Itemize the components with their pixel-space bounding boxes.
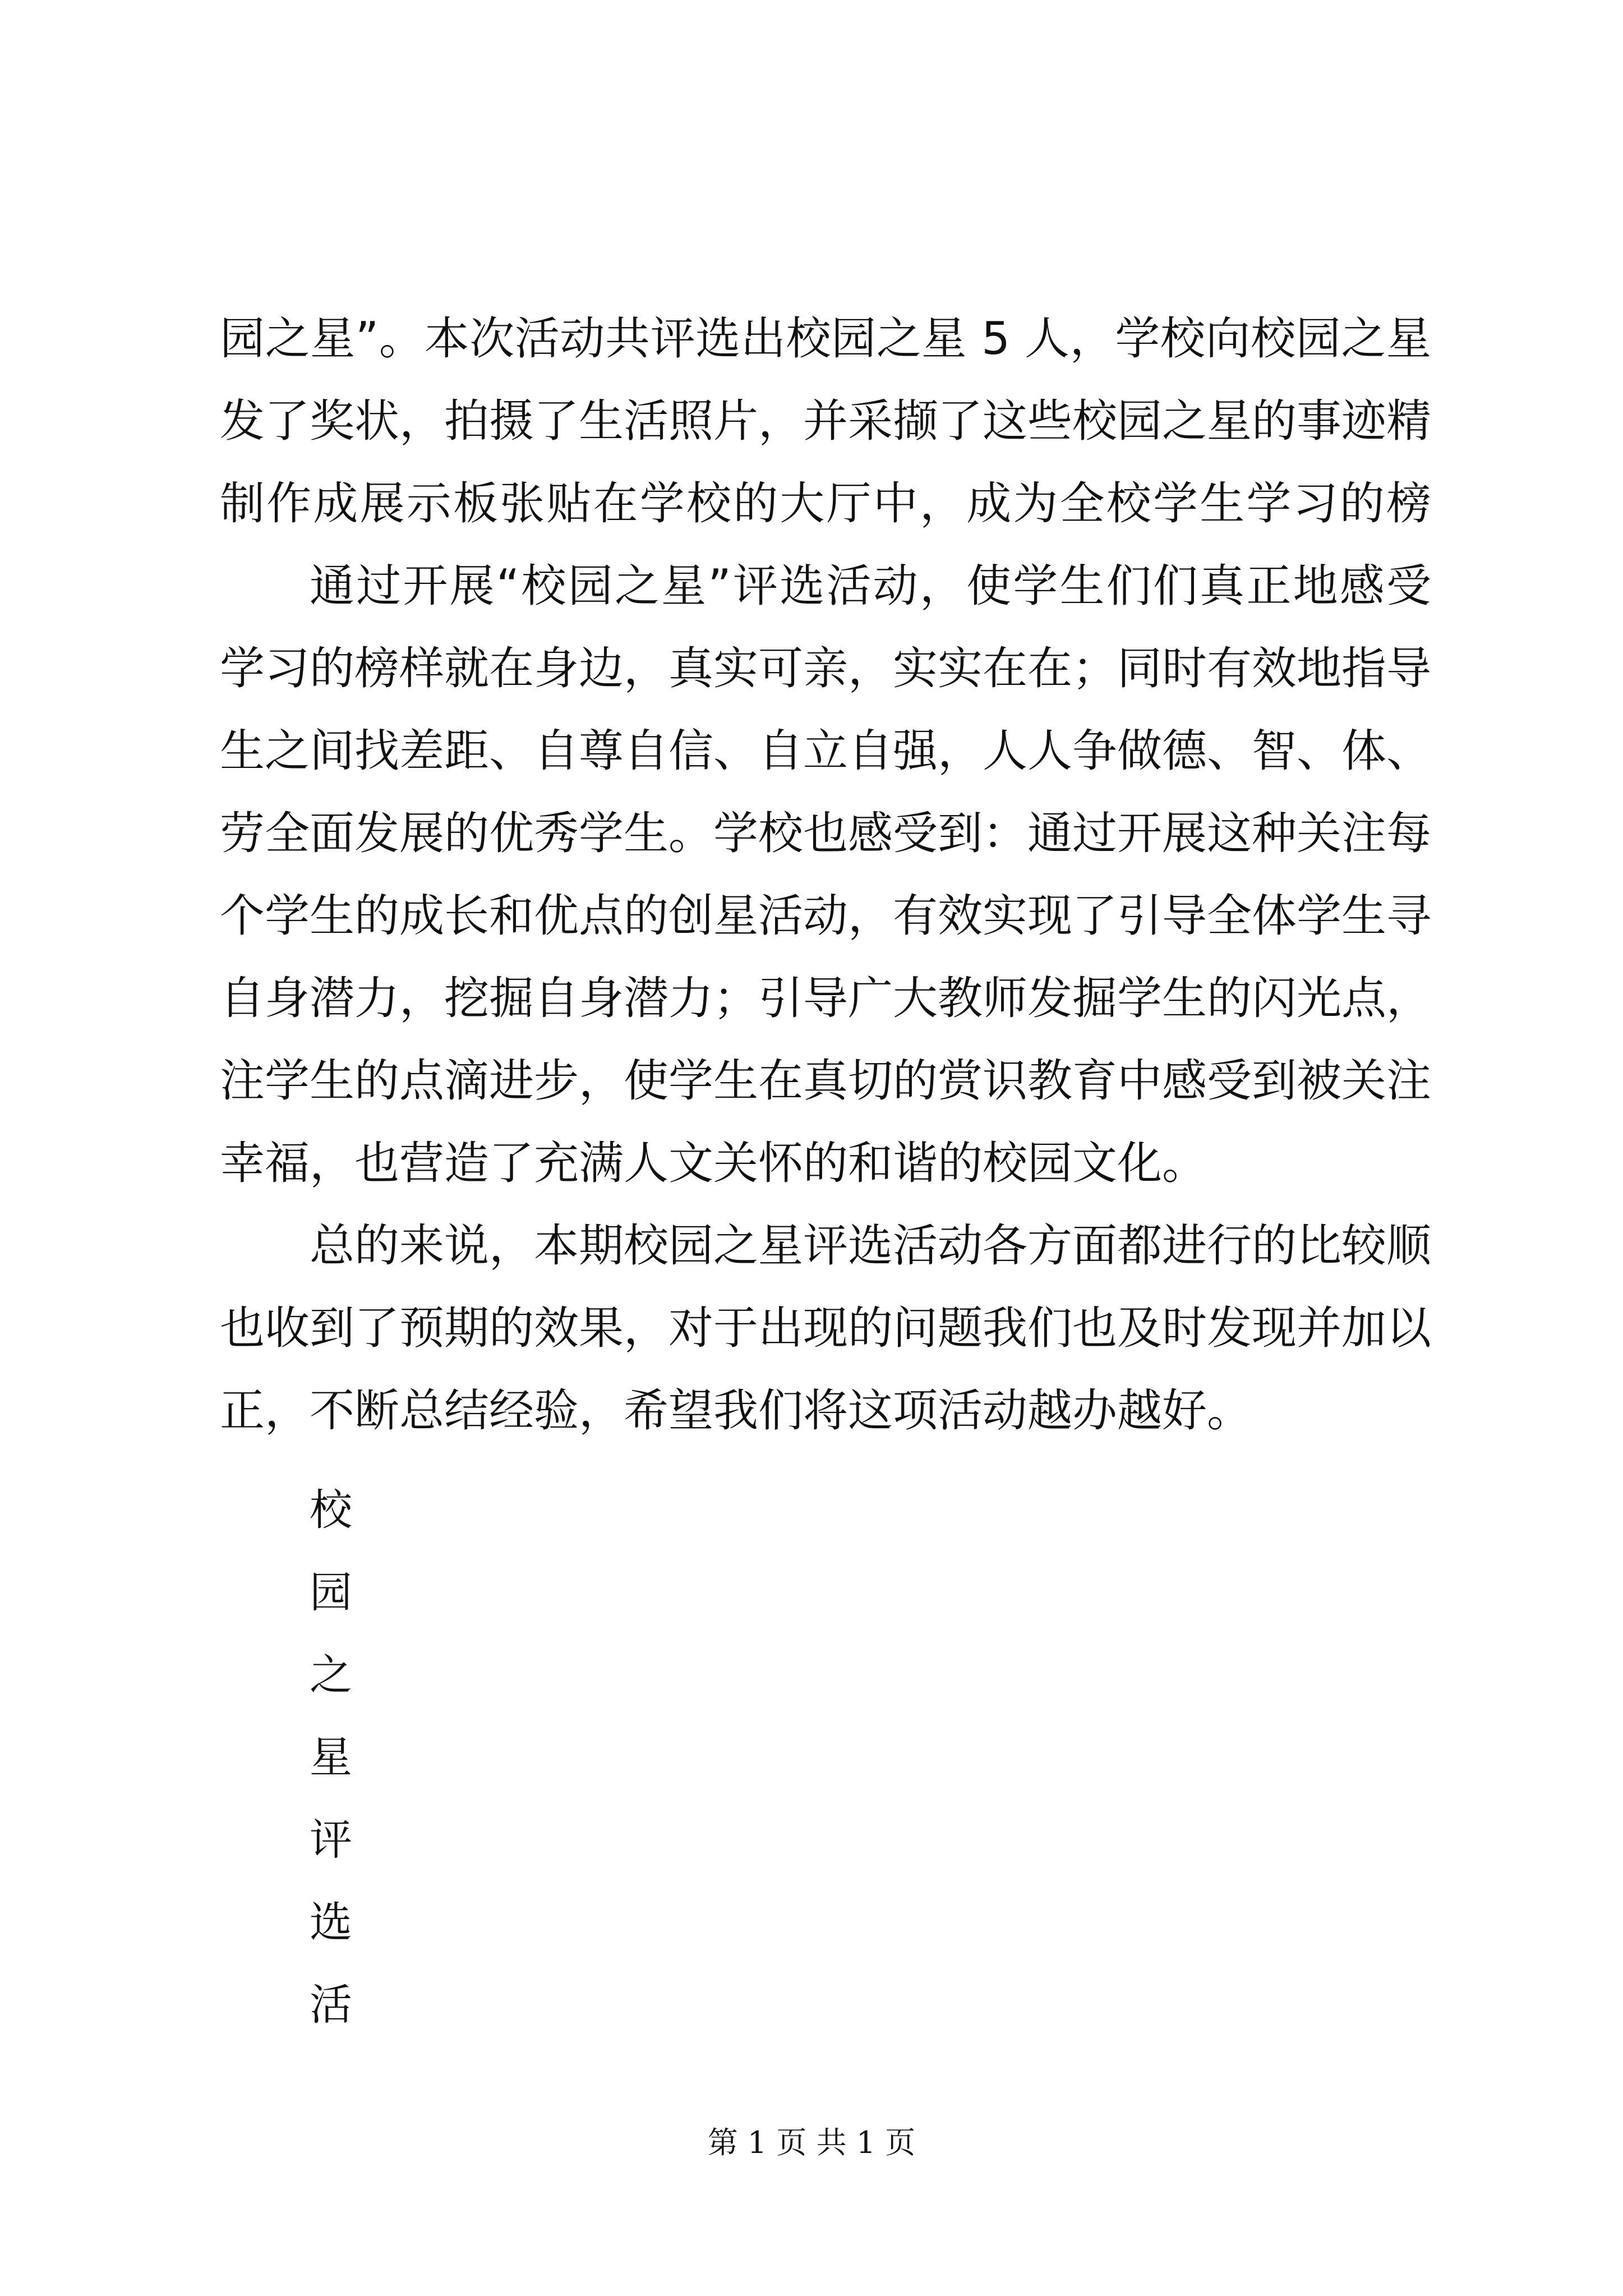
vertical-char: 选 [310, 1897, 352, 1947]
text-line: 学习的榜样就在身边，真实可亲，实实在在；同时有效地指导 [220, 642, 1431, 694]
text-line: 制作成展示板张贴在学校的大厅中，成为全校学生学习的榜 [220, 477, 1431, 530]
text-line: 正，不断总结经验，希望我们将这项活动越办越好。 [220, 1384, 1252, 1437]
text-line: 通过开展“校园之星”评选活动，使学生们们真正地感受 [310, 560, 1431, 612]
text-line: 注学生的点滴进步，使学生在真切的赏识教育中感受到被关注 [220, 1055, 1431, 1107]
document-body [220, 297, 1431, 1452]
text-line: 也收到了预期的效果，对于出现的问题我们也及时发现并加以 [220, 1302, 1431, 1354]
text-line: 个学生的成长和优点的创星活动，有效实现了引导全体学生寻 [220, 890, 1431, 942]
vertical-char: 园 [310, 1567, 352, 1617]
text-line: 发了奖状，拍摄了生活照片，并采撷了这些校园之星的事迹精 [220, 395, 1431, 447]
vertical-char: 校 [310, 1485, 352, 1535]
text-line: 幸福，也营造了充满人文关怀的和谐的校园文化。 [220, 1137, 1207, 1189]
text-line: 总的来说，本期校园之星评选活动各方面都进行的比较顺 [310, 1220, 1431, 1272]
text-line: 园之星”。本次活动共评选出校园之星 5 人，学校向校园之星 [220, 312, 1431, 365]
text-line: 劳全面发展的优秀学生。学校也感受到：通过开展这种关注每 [220, 807, 1431, 859]
page-number-label: 第 1 页 共 1 页 [707, 2125, 916, 2160]
text-line: 自身潜力，挖掘自身潜力；引导广大教师发掘学生的闪光点， [220, 972, 1431, 1024]
page-footer [0, 2120, 1623, 2165]
text-line: 生之间找差距、自尊自信、自立自强，人人争做德、智、体、 [220, 725, 1431, 777]
vertical-char: 活 [310, 1980, 352, 2030]
vertical-char: 评 [310, 1815, 352, 1865]
vertical-char: 之 [310, 1650, 352, 1700]
vertical-title [310, 1469, 366, 2046]
vertical-char: 星 [310, 1732, 352, 1782]
